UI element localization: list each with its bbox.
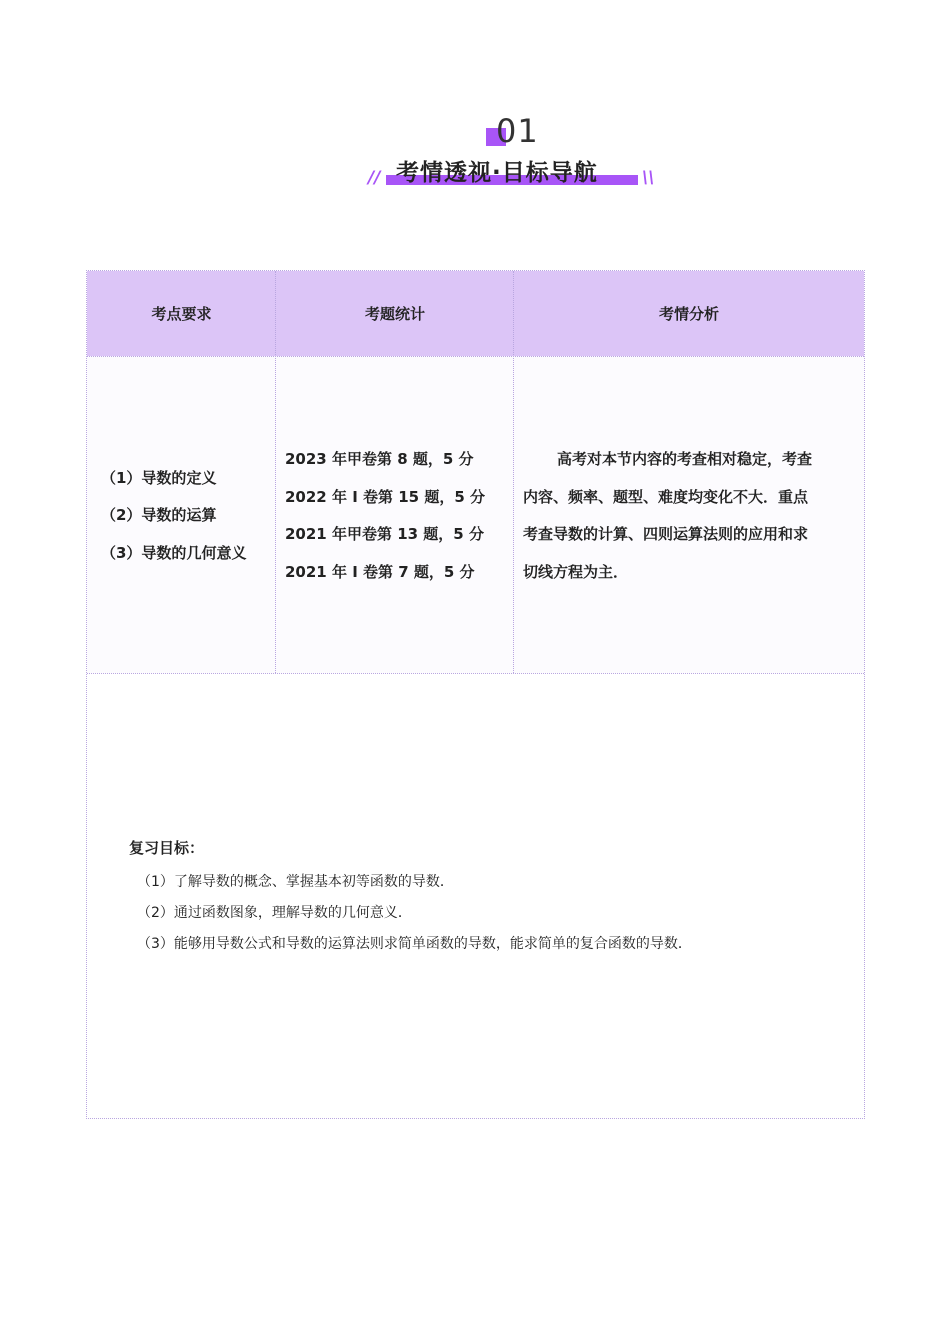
column-divider xyxy=(513,271,514,673)
statistics-cell xyxy=(276,356,514,673)
section-title: 考情透视·目标导航 xyxy=(396,160,598,186)
left-slash-decoration: // xyxy=(368,168,381,188)
analysis-line: 高考对本节内容的考查相对稳定，考查 xyxy=(557,450,813,468)
goal-item: （3）能够用导数公式和导数的运算法则求简单函数的导数，能求简单的复合函数的导数． xyxy=(137,936,692,952)
exam-analysis-table xyxy=(86,270,865,1119)
requirement-item: （1）导数的定义 xyxy=(101,469,217,487)
review-goals-cell xyxy=(87,673,864,1118)
goal-item: （2）通过函数图象，理解导数的几何意义． xyxy=(137,905,412,921)
analysis-line: 内容、频率、题型、难度均变化不大．重点 xyxy=(523,488,809,506)
stat-item: 2023 年甲卷第 8 题，5 分 xyxy=(285,450,474,468)
section-header xyxy=(0,108,950,198)
analysis-line: 考查导数的计算、四则运算法则的应用和求 xyxy=(523,525,809,543)
header-statistics: 考题统计 xyxy=(276,271,514,356)
goals-title: 复习目标： xyxy=(129,839,205,857)
analysis-line: 切线方程为主． xyxy=(523,563,629,581)
header-divider xyxy=(87,356,864,357)
right-slash-decoration: \\ xyxy=(642,168,655,188)
stat-item: 2022 年 I 卷第 15 题，5 分 xyxy=(285,488,485,506)
column-divider xyxy=(275,271,276,673)
header-analysis: 考情分析 xyxy=(514,271,864,356)
analysis-cell xyxy=(514,356,864,673)
requirement-item: （3）导数的几何意义 xyxy=(101,544,247,562)
requirement-item: （2）导数的运算 xyxy=(101,506,217,524)
header-requirements: 考点要求 xyxy=(87,271,276,356)
stat-item: 2021 年 I 卷第 7 题，5 分 xyxy=(285,563,475,581)
requirements-cell xyxy=(87,356,276,673)
section-number: 01 xyxy=(496,112,539,150)
goal-item: （1）了解导数的概念、掌握基本初等函数的导数． xyxy=(137,874,454,890)
stat-item: 2021 年甲卷第 13 题，5 分 xyxy=(285,525,484,543)
